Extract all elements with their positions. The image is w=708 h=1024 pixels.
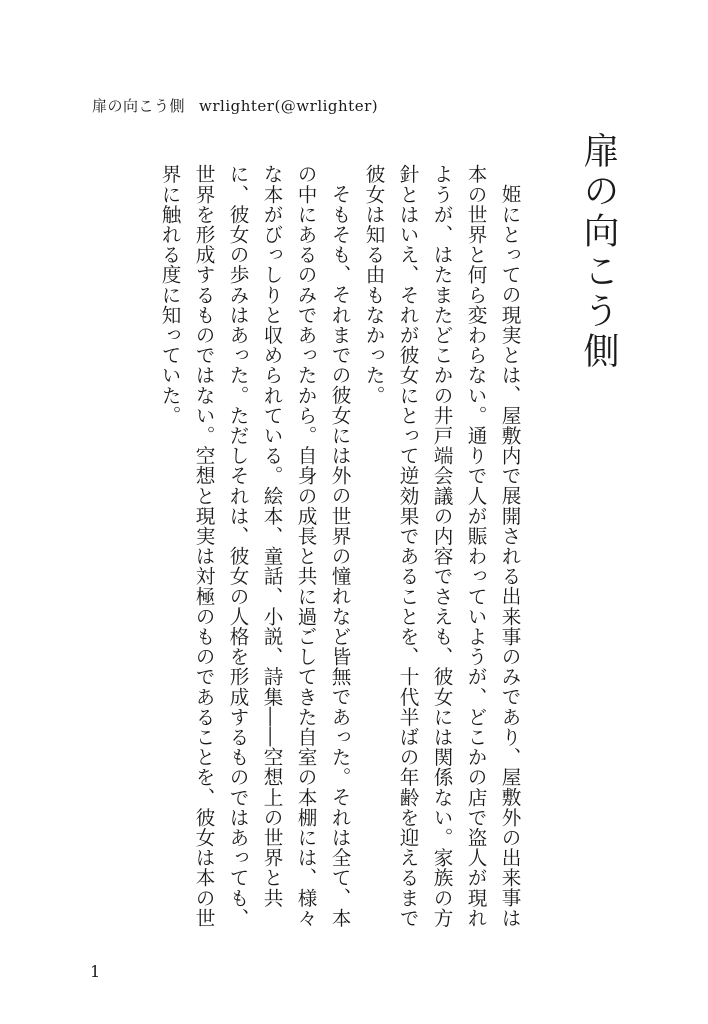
- paragraph-1: 姫にとっての現実とは、屋敷内で展開される出来事のみであり、屋敷外の出来事は本の世界と何ら変わらない。通りで人が賑わっていようが、どこかの店で盗人が現れようが、はたまたどこかの井戸端会議の内容でさえも、彼女には関係ない。家族の方針とはいえ、それが彼女にとって逆効果であることを、十代半ばの年齢を迎えるまで彼女は知る由もなかった。: [362, 164, 521, 928]
- body-text: [126, 164, 526, 944]
- page-number: 1: [90, 962, 101, 981]
- running-header-title: 扉の向こう側: [92, 97, 186, 115]
- paragraph-2: そもそも、それまでの彼女には外の世界の憧れなど皆無であった。それは全て、本の中にあるのみであったから。自身の成長と共に過ごしてきた自室の本棚には、様々な本がびっしりと収められている。絵本、童話、小説、詩集――空想上の世界と共に、彼女の歩みはあった。ただしそれは、彼女の人格を形成するものではあっても、世界を形成するものではない。空想と現実は対極のものであることを、彼女は本の世界に触れる度に知っていた。: [158, 164, 351, 928]
- running-header-author: wrlighter(@wrlighter): [199, 97, 379, 115]
- running-header: [92, 96, 378, 116]
- page-title: 扉の向こう側: [578, 132, 619, 372]
